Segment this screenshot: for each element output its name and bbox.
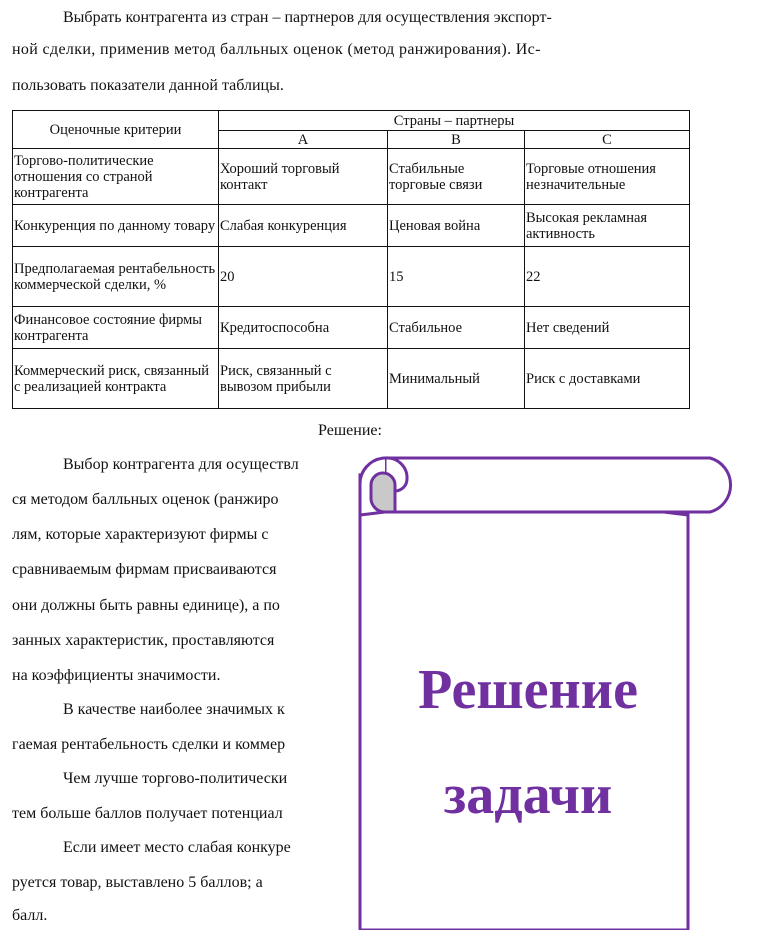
solution-line: Выбор контрагента для осуществл (63, 456, 299, 473)
solution-line: гаемая рентабельность сделки и коммер (12, 736, 286, 753)
row-value-a: Риск, связанный с вывозом прибыли (219, 349, 388, 409)
solution-line: на коэффициенты значимости. (12, 667, 221, 684)
solution-line: лям, которые характеризуют фирмы с (12, 526, 269, 543)
row-criterion: Предполагаемая рентабельность коммерческой сделки, % (13, 247, 219, 307)
row-value-b: Минимальный (388, 349, 525, 409)
table-row (13, 205, 690, 247)
table-row (13, 149, 690, 205)
scroll-banner (355, 455, 750, 930)
solution-line: Чем лучше торгово-политически (63, 770, 288, 787)
intro-line-2: ной сделки, применив метод балльных оценок (метод ранжирования). Ис- (12, 41, 541, 58)
solution-line: ся методом балльных оценок (ранжиро (12, 491, 279, 508)
solution-line: В качестве наиболее значимых к (63, 701, 285, 718)
column-header-a: A (219, 131, 388, 149)
row-criterion: Финансовое состояние фирмы контрагента (13, 307, 219, 349)
solution-line: занных характеристик, проставляются (12, 632, 275, 649)
scroll-title-line-1: Решение (418, 659, 638, 721)
intro-line-1: Выбрать контрагента из стран – партнеров для осуществления экспорт- (63, 9, 552, 26)
row-value-c: Нет сведений (525, 307, 690, 349)
scroll-title-line-2: задачи (443, 764, 613, 826)
row-value-b: 15 (388, 247, 525, 307)
solution-line: руется товар, выставлено 5 баллов; а (12, 874, 263, 891)
column-header-c: C (525, 131, 690, 149)
solution-line: балл. (12, 907, 48, 924)
solution-line: они должны быть равны единице), а по (12, 597, 280, 614)
row-criterion: Торгово-политические отношения со страной контрагента (13, 149, 219, 205)
row-value-a: 20 (219, 247, 388, 307)
table-row (13, 307, 690, 349)
row-value-b: Ценовая война (388, 205, 525, 247)
solution-heading: Решение: (318, 422, 382, 439)
row-value-c: Торговые отношения незначительные (525, 149, 690, 205)
row-value-c: 22 (525, 247, 690, 307)
row-value-b: Стабильное (388, 307, 525, 349)
solution-line: тем больше баллов получает потенциал (12, 805, 283, 822)
row-value-c: Риск с доставками (525, 349, 690, 409)
table-row (13, 349, 690, 409)
row-value-a: Слабая конкуренция (219, 205, 388, 247)
row-value-a: Хороший торговый контакт (219, 149, 388, 205)
header-countries: Страны – партнеры (219, 111, 690, 131)
row-criterion: Коммерческий риск, связанный с реализацией контракта (13, 349, 219, 409)
row-value-a: Кредитоспособна (219, 307, 388, 349)
solution-line: Если имеет место слабая конкуре (63, 839, 291, 856)
row-value-b: Стабильные торговые связи (388, 149, 525, 205)
header-criteria: Оценочные критерии (13, 111, 219, 149)
solution-line: сравниваемым фирмам присваиваются (12, 561, 277, 578)
table-row (13, 247, 690, 307)
row-value-c: Высокая рекламная активность (525, 205, 690, 247)
intro-line-3: пользовать показатели данной таблицы. (12, 77, 284, 94)
column-header-b: B (388, 131, 525, 149)
row-criterion: Конкуренция по данному товару (13, 205, 219, 247)
criteria-table (12, 110, 690, 409)
